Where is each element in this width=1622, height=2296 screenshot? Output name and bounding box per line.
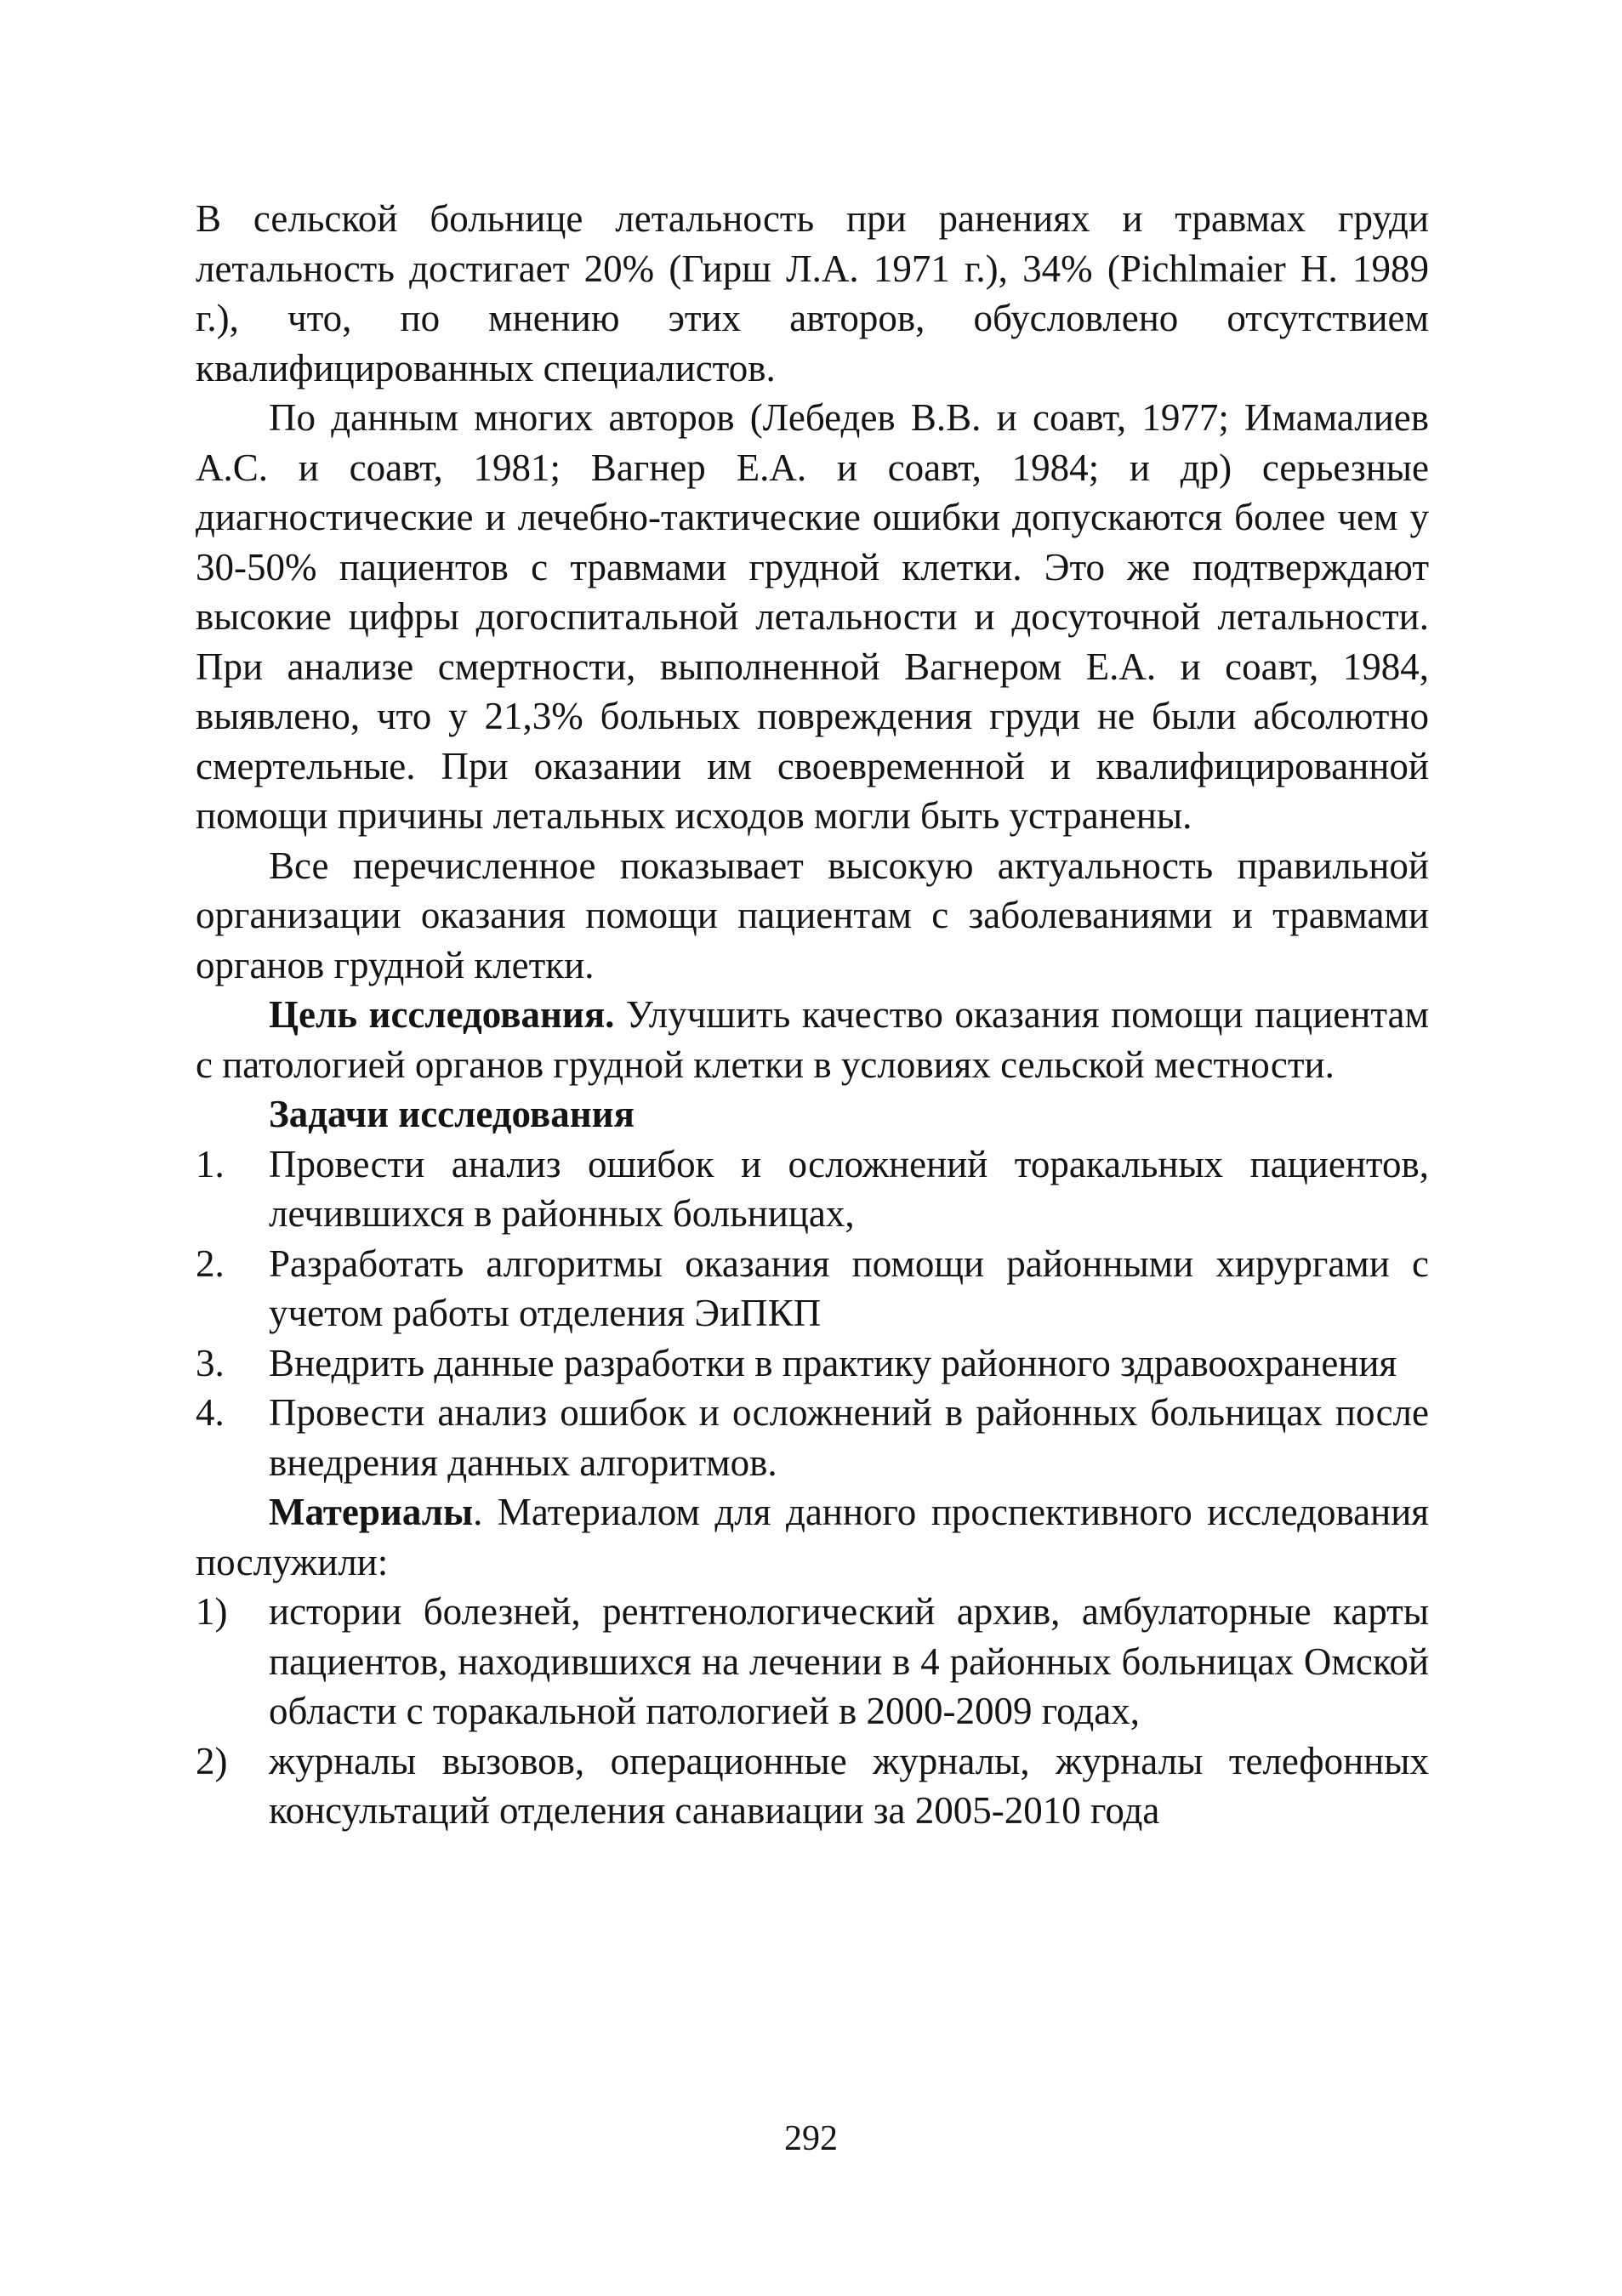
list-marker: 1) — [196, 1590, 228, 1633]
list-item-text: Внедрить данные разработки в практику районного здравоохранения — [269, 1341, 1397, 1384]
list-item — [196, 1587, 1429, 1736]
list-item-text: Провести анализ ошибок и осложнений торакальных пациентов, лечившихся в районных больницах, — [269, 1142, 1429, 1235]
list-item-text: журналы вызовов, операционные журналы, журналы телефонных консультаций отделения санавиации за 2005-2010 года — [269, 1739, 1429, 1832]
list-item-text: истории болезней, рентгенологический архив, амбулаторные карты пациентов, находившихся на лечении в 4 районных больницах Омской области с торакальной патологией в 2000-2009 годах, — [269, 1590, 1429, 1732]
tasks-heading: Задачи исследования — [269, 1093, 635, 1135]
materials-text: . Материалом для данного проспективного исследования послужили: — [196, 1491, 1429, 1583]
paragraph-relevance: Все перечисленное показывает высокую актуальность правильной организации оказания помощи пациентам с заболеваниями и травмами органов грудной клетки. — [196, 844, 1429, 986]
list-marker: 2. — [196, 1242, 225, 1285]
goal-text: Улучшить качество оказания помощи пациентам с патологией органов грудной клетки в условиях сельской местности. — [196, 993, 1429, 1086]
paragraph-mortality-rural: В сельской больнице летальность при ранениях и травмах груди летальность достигает 20% (Гирш Л.А. 1971 г.), 34% (Pichlmaier H. 1989 г.), что, по мнению этих авторов, обусловлено отсутствием квалифицированных специалистов. — [196, 197, 1429, 389]
page-body — [196, 194, 1429, 1836]
list-item-text: Разработать алгоритмы оказания помощи районными хирургами с учетом работы отделения ЭиПКП — [269, 1242, 1429, 1334]
list-marker: 3. — [196, 1341, 225, 1384]
list-item — [196, 1139, 1429, 1239]
list-marker: 1. — [196, 1142, 225, 1185]
list-item — [196, 1388, 1429, 1487]
list-marker: 2) — [196, 1739, 228, 1782]
list-item — [196, 1239, 1429, 1338]
page-number: 292 — [784, 2119, 838, 2158]
list-marker: 4. — [196, 1391, 225, 1434]
paragraph-diagnostic-errors: По данным многих авторов (Лебедев В.В. и соавт, 1977; Имамалиев А.С. и соавт, 1981; Вагнер Е.А. и соавт, 1984; и др) серьезные диагностические и лечебно-тактические ошибки допускаются более чем у 30-50% пациентов с травмами грудной клетки. Это же подтверждают высокие цифры догоспитальной летальности и досуточной летальности. При анализе смертности, выполненной Вагнером Е.А. и соавт, 1984, выявлено, что у 21,3% больных повреждения груди не были абсолютно смертельные. При оказании им своевременной и квалифицированной помощи причины летальных исходов могли быть устранены. — [196, 396, 1429, 837]
list-item — [196, 1736, 1429, 1836]
tasks-list — [196, 1139, 1429, 1488]
paragraph-goal — [196, 990, 1429, 1089]
list-item-text: Провести анализ ошибок и осложнений в районных больницах после внедрения данных алгоритмов. — [269, 1391, 1429, 1484]
materials-list — [196, 1587, 1429, 1836]
materials-label: Материалы — [269, 1491, 474, 1533]
goal-label: Цель исследования. — [269, 993, 615, 1036]
paragraph-materials — [196, 1487, 1429, 1587]
list-item — [196, 1338, 1429, 1389]
